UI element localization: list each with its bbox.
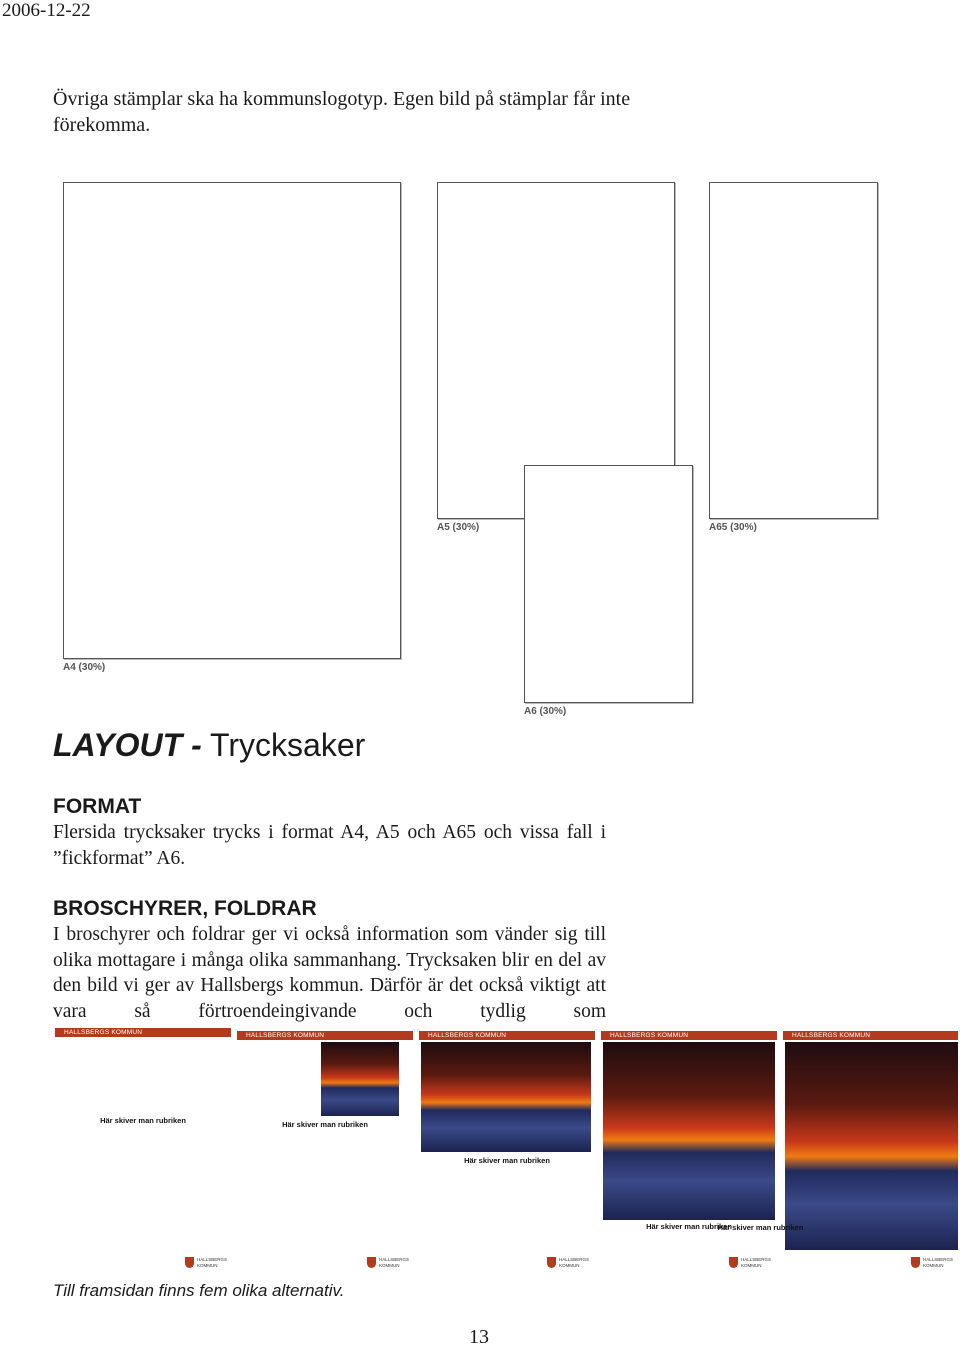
shield-icon [729, 1257, 738, 1268]
kommun-logo [367, 1257, 409, 1268]
cover-caption: Här skiver man rubriken [717, 1223, 804, 1232]
cover-alternative-1 [55, 1028, 231, 1278]
brand-text: HALLSBERGS KOMMUN [792, 1032, 871, 1039]
sunset-photo [603, 1042, 775, 1220]
cover-alternative-5 [717, 1028, 958, 1278]
logo-text-2: KOMMUN [741, 1262, 762, 1268]
section-title [53, 727, 365, 764]
kommun-logo [547, 1257, 589, 1268]
kommun-logo [911, 1257, 953, 1268]
cover-alternative-4 [601, 1028, 777, 1278]
shield-icon [911, 1257, 920, 1268]
outro-caption: Till framsidan finns fem olika alternativ. [53, 1281, 345, 1300]
logo-text-1: HALLSBERGS [559, 1257, 590, 1262]
logo-text-1: HALLSBERGS [741, 1257, 772, 1262]
shield-icon [547, 1257, 556, 1268]
brand-text: HALLSBERGS KOMMUN [246, 1032, 325, 1039]
logo-text-2: KOMMUN [923, 1262, 944, 1268]
format-a6-box [524, 465, 693, 703]
brand-text: HALLSBERGS KOMMUN [64, 1029, 143, 1036]
logo-text-1: HALLSBERGS [923, 1257, 954, 1262]
sunset-photo [321, 1042, 399, 1116]
cover-caption: Här skiver man rubriken [100, 1116, 186, 1125]
format-a65-label: A65 (30%) [709, 522, 757, 533]
sunset-photo [421, 1042, 591, 1152]
format-a5-label: A5 (30%) [437, 522, 480, 533]
format-a6-label: A6 (30%) [524, 706, 567, 717]
section-title-rest: Trycksaker [201, 727, 366, 763]
sunset-photo [785, 1042, 958, 1250]
format-a4-label: A4 (30%) [63, 662, 106, 673]
logo-text-2: KOMMUN [379, 1262, 400, 1268]
logo-text-1: HALLSBERGS [379, 1257, 410, 1262]
logo-text-2: KOMMUN [197, 1262, 218, 1268]
section-title-strong: LAYOUT - [53, 727, 202, 763]
format-a65-box [709, 182, 878, 519]
broschyrer-paragraph: I broschyrer och foldrar ger vi också information som vänder sig till olika mottagare i många olika sammanhang. Trycksaken blir en del av den bild vi ger av Hallsbergs kommun. Därför är det också viktigt att vara så förtroendeingivande och tydlig som [53, 924, 606, 1022]
brand-text: HALLSBERGS KOMMUN [610, 1032, 689, 1039]
brand-text: HALLSBERGS KOMMUN [428, 1032, 507, 1039]
document-date: 2006-12-22 [2, 0, 91, 21]
cover-caption: Här skiver man rubriken [646, 1222, 732, 1231]
cover-caption: Här skiver man rubriken [282, 1120, 368, 1129]
logo-text-1: HALLSBERGS [197, 1257, 228, 1262]
format-heading: FORMAT [53, 795, 142, 818]
format-paragraph: Flersida trycksaker trycks i format A4, A5 och A65 och vissa fall i ”fickformat” A6. [53, 822, 606, 869]
intro-paragraph: Övriga stämplar ska ha kommunslogotyp. Egen bild på stämplar får inte förekomma. [53, 88, 631, 136]
kommun-logo [729, 1257, 771, 1268]
cover-caption: Här skiver man rubriken [464, 1156, 550, 1165]
format-a4-box [63, 182, 401, 659]
shield-icon [185, 1257, 194, 1268]
page-number: 13 [469, 1326, 489, 1348]
cover-alternative-2 [237, 1028, 413, 1278]
cover-alternative-3 [419, 1028, 595, 1278]
shield-icon [367, 1257, 376, 1268]
logo-text-2: KOMMUN [559, 1262, 580, 1268]
kommun-logo [185, 1257, 227, 1268]
broschyrer-heading: BROSCHYRER, FOLDRAR [53, 897, 317, 920]
